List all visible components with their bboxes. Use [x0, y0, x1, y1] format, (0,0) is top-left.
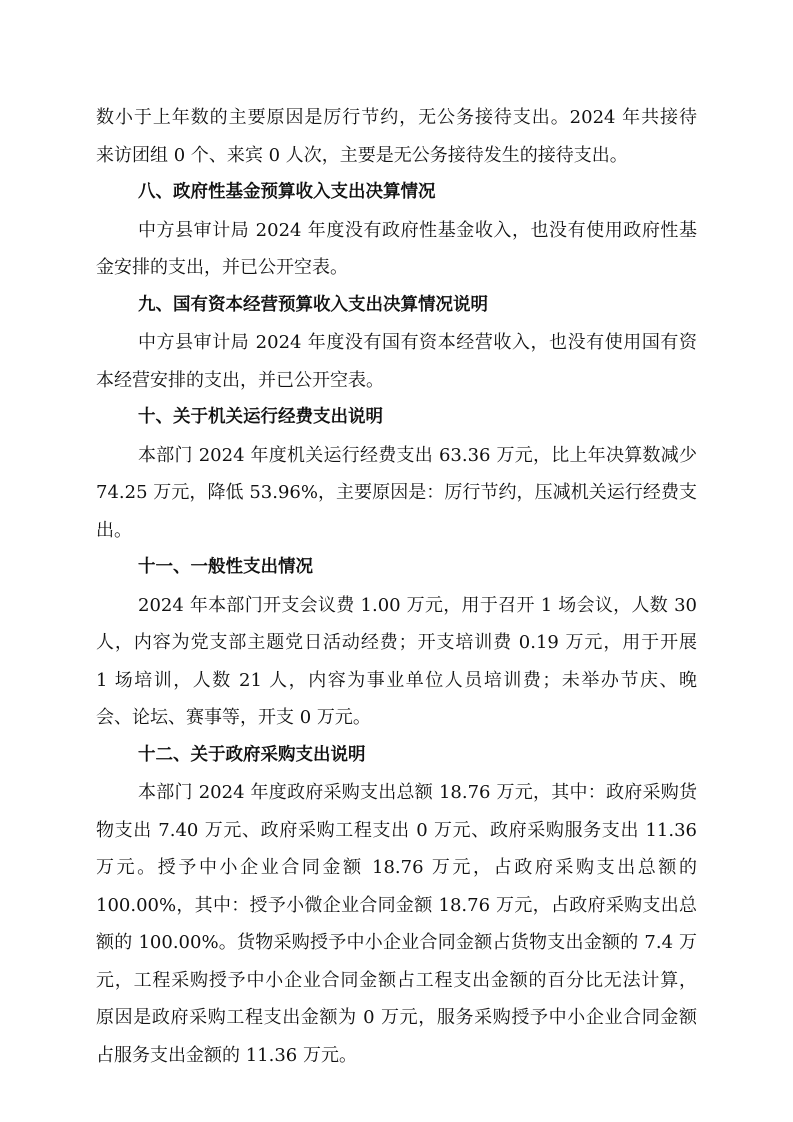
paragraph-line: 100.00%，其中：授予小微企业合同金额 18.76 万元，占政府采购支出总 — [96, 894, 697, 916]
paragraph-line: 中方县审计局 2024 年度没有国有资本经营收入，也没有使用国有资 — [138, 332, 697, 353]
paragraph-line: 1 场培训，人数 21 人，内容为事业单位人员培训费；未举办节庆、晚 — [96, 669, 697, 691]
paragraph-line: 本经营安排的支出，并已公开空表。 — [96, 369, 384, 391]
paragraph-line: 额的 100.00%。货物采购授予中小企业合同金额占货物支出金额的 7.4 万 — [96, 932, 697, 953]
paragraph-line: 万元。授予中小企业合同金额 18.76 万元，占政府采购支出总额的 — [96, 857, 697, 878]
paragraph-line: 中方县审计局 2024 年度没有政府性基金收入，也没有使用政府性基 — [138, 219, 697, 241]
paragraph-line: 占服务支出金额的 11.36 万元。 — [96, 1044, 357, 1066]
paragraph-line: 74.25 万元，降低 53.96%，主要原因是：厉行节约，压减机关运行经费支 — [96, 482, 697, 503]
paragraph-line: 数小于上年数的主要原因是厉行节约，无公务接待支出。2024 年共接待 — [96, 107, 697, 128]
section-heading-10: 十、关于机关运行经费支出说明 — [138, 407, 383, 427]
section-heading-12: 十二、关于政府采购支出说明 — [138, 744, 366, 765]
paragraph-line: 出。 — [96, 519, 132, 541]
paragraph-line: 金安排的支出，并已公开空表。 — [96, 257, 348, 278]
paragraph-line: 本部门 2024 年度政府采购支出总额 18.76 万元，其中：政府采购货 — [138, 782, 697, 803]
section-heading-11: 十一、一般性支出情况 — [138, 557, 313, 577]
paragraph-line: 元，工程采购授予中小企业合同金额占工程支出金额的百分比无法计算， — [96, 969, 697, 991]
paragraph-line: 本部门 2024 年度机关运行经费支出 63.36 万元，比上年决算数减少 — [138, 444, 697, 466]
paragraph-line: 来访团组 0 个、来宾 0 人次，主要是无公务接待发生的接待支出。 — [96, 144, 628, 166]
paragraph-line: 会、论坛、赛事等，开支 0 万元。 — [96, 707, 371, 728]
section-heading-9: 九、国有资本经营预算收入支出决算情况说明 — [138, 294, 488, 315]
section-heading-8: 八、政府性基金预算收入支出决算情况 — [138, 182, 436, 202]
paragraph-line: 人，内容为党支部主题党日活动经费；开支培训费 0.19 万元，用于开展 — [96, 632, 697, 653]
paragraph-line: 2024 年本部门开支会议费 1.00 万元，用于召开 1 场会议，人数 30 — [138, 594, 697, 616]
paragraph-line: 物支出 7.40 万元、政府采购工程支出 0 万元、政府采购服务支出 11.36 — [96, 819, 697, 841]
paragraph-line: 原因是政府采购工程支出金额为 0 万元，服务采购授予中小企业合同金额 — [96, 1007, 697, 1028]
